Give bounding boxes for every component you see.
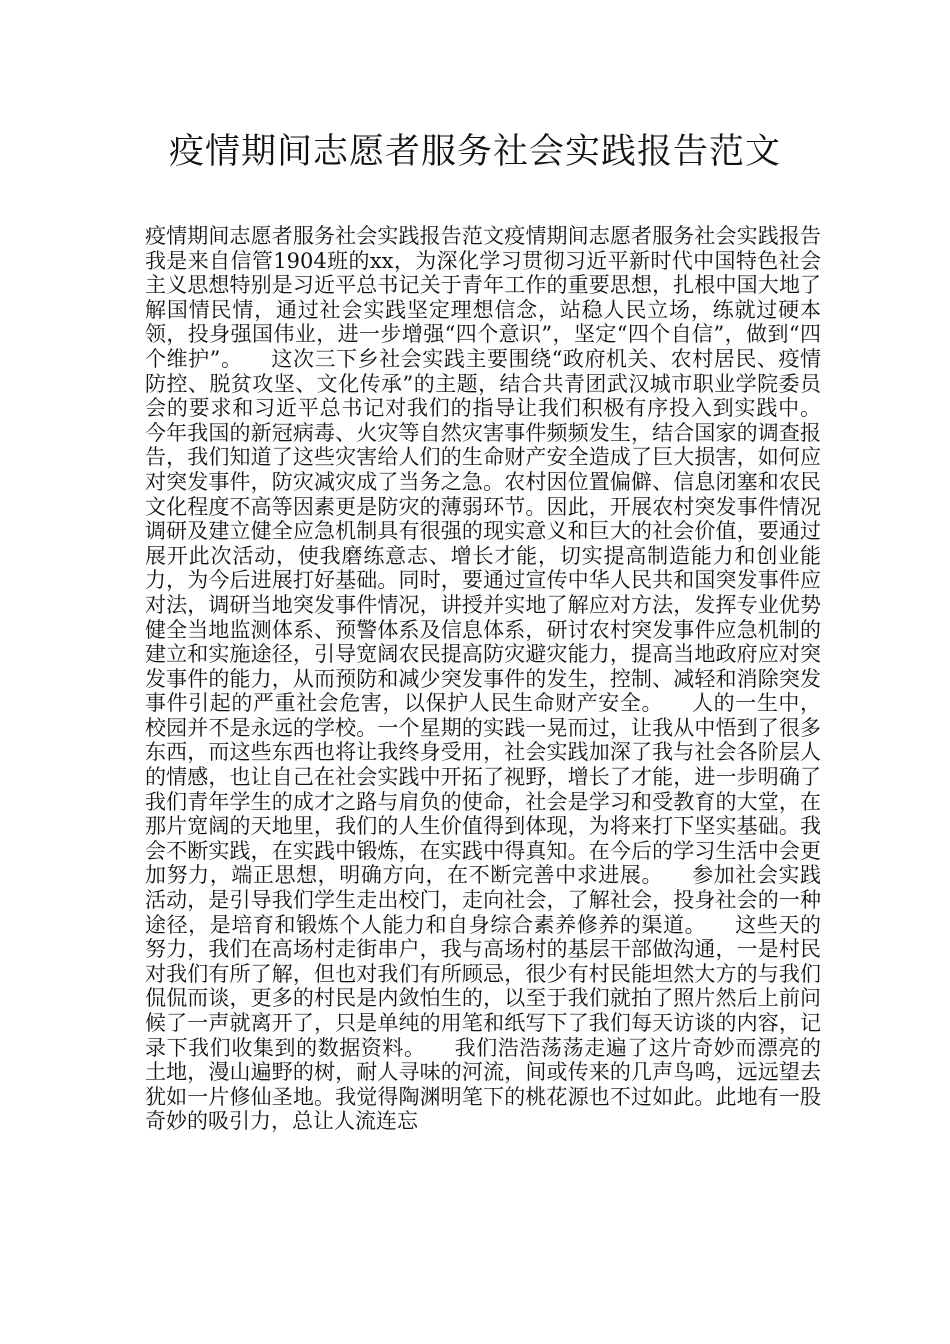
document-body-text: 疫情期间志愿者服务社会实践报告范文疫情期间志愿者服务社会实践报告 我是来自信管1904班的xx，为深化学习贯彻习近平新时代中国特色社会主义思想特别是习近平总书记关于青年工作的重要思想，扎根中国大地了解国情民情，通过社会实践坚定理想信念，站稳人民立场，练就过硬本领，投身强国伟业，进一步增强“四个意识”，坚定“四个自信”，做到“四个维护”。 这次三下乡社会实践主要围绕“政府机关、农村居民、疫情防控、脱贫攻坚、文化传承”的主题，结合共青团武汉城市职业学院委员会的要求和习近平总书记对我们的指导让我们积极有序投入到实践中。 今年我国的新冠病毒、火灾等自然灾害事件频频发生，结合国家的调查报告，我们知道了这些灾害给人们的生命财产安全造成了巨大损害，如何应对突发事件，防灾减灾成了当务之急。农村因位置偏僻、信息闭塞和农民文化程度不高等因素更是防灾的薄弱环节。因此，开展农村突发事件情况调研及建立健全应急机制具有很强的现实意义和巨大的社会价值，要通过展开此次活动，使我磨练意志、增长才能，切实提高制造能力和创业能力，为今后进展打好基础。同时，要通过宣传中华人民共和国突发事件应对法，调研当地突发事件情况，讲授并实地了解应对方法，发挥专业优势健全当地监测体系、预警体系及信息体系，研讨农村突发事件应急机制的建立和实施途径，引导宽阔农民提高防灾避灾能力，提高当地政府应对突发事件的能力，从而预防和减少突发事件的发生，控制、减轻和消除突发事件引起的严重社会危害，以保护人民生命财产安全。 人的一生中，校园并不是永远的学校。一个星期的实践一晃而过，让我从中悟到了很多东西，而这些东西也将让我终身受用，社会实践加深了我与社会各阶层人的情感，也让自己在社会实践中开拓了视野，增长了才能，进一步明确了我们青年学生的成才之路与肩负的使命，社会是学习和受教育的大堂，在那片宽阔的天地里，我们的人生价值得到体现，为将来打下坚实基础。我会不断实践，在实践中锻炼，在实践中得真知。在今后的学习生活中会更加努力，端正思想，明确方向，在不断完善中求进展。 参加社会实践活动，是引导我们学生走出校门，走向社会，了解社会，投身社会的一种途径，是培育和锻炼个人能力和自身综合素养修养的渠道。 这些天的努力，我们在高场村走街串户，我与高场村的基层干部做沟通，一是村民对我们有所了解，但也对我们有所顾忌，很少有村民能坦然大方的与我们侃侃而谈，更多的村民是内敛怕生的，以至于我们就拍了照片然后上前问候了一声就离开了，只是单纯的用笔和纸写下了我们每天访谈的内容，记录下我们收集到的数据资料。 我们浩浩荡荡走遍了这片奇妙而漂亮的土地，漫山遍野的树，耐人寻味的河流，间或传来的几声鸟鸣，远远望去犹如一片修仙圣地。我觉得陶渊明笔下的桃花源也不过如此。此地有一股奇妙的吸引力，总让人流连忘 <box>145 224 848 1134</box>
document-title: 疫情期间志愿者服务社会实践报告范文 <box>168 132 781 172</box>
